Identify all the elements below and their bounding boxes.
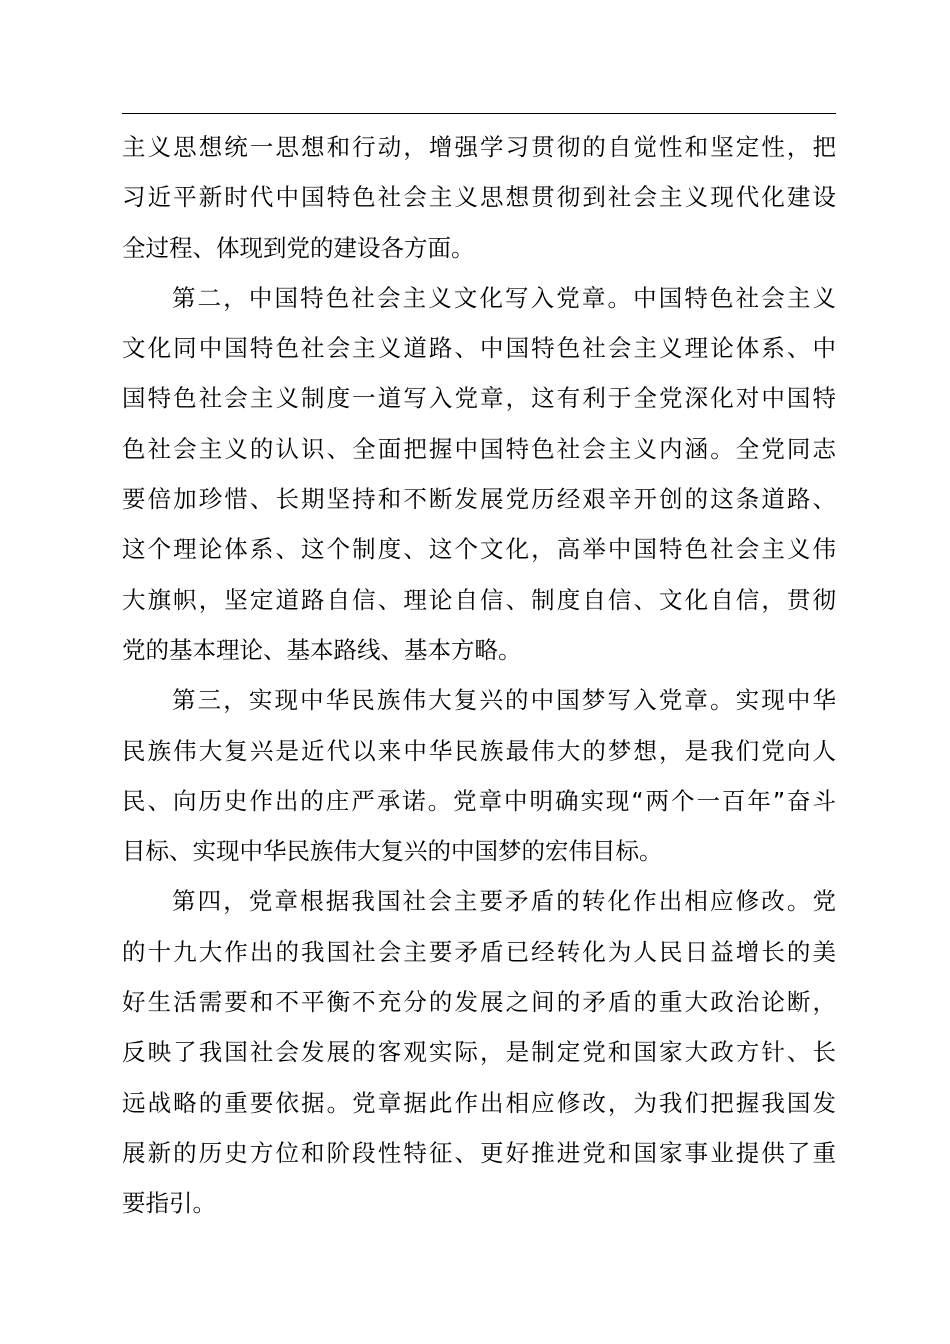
text-line: 民、向历史作出的庄严承诺。党章中明确实现“两个一百年”奋斗 xyxy=(122,786,836,815)
text-line: 要指引。 xyxy=(122,1189,216,1218)
text-line: 习近平新时代中国特色社会主义思想贯彻到社会主义现代化建设 xyxy=(122,183,836,212)
document-body xyxy=(122,122,836,1229)
text-line: 主义思想统一思想和行动，增强学习贯彻的自觉性和坚定性，把 xyxy=(122,133,836,161)
text-line: 的十九大作出的我国社会主要矛盾已经转化为人民日益增长的美 xyxy=(122,937,836,966)
text-line: 党的基本理论、基本路线、基本方略。 xyxy=(122,635,522,664)
text-line: 要倍加珍惜、长期坚持和不断发展党历经艰辛开创的这条道路、 xyxy=(122,485,836,514)
text-line: 民族伟大复兴是近代以来中华民族最伟大的梦想，是我们党向人 xyxy=(122,736,836,765)
text-line: 色社会主义的认识、全面把握中国特色社会主义内涵。全党同志 xyxy=(122,434,836,463)
text-line: 国特色社会主义制度一道写入党章，这有利于全党深化对中国特 xyxy=(122,384,836,413)
text-line: 反映了我国社会发展的客观实际，是制定党和国家大政方针、长 xyxy=(122,1038,836,1067)
text-line: 全过程、体现到党的建设各方面。 xyxy=(122,233,475,262)
text-line: 好生活需要和不平衡不充分的发展之间的矛盾的重大政治论断， xyxy=(122,988,836,1017)
text-line: 目标、实现中华民族伟大复兴的中国梦的宏伟目标。 xyxy=(122,837,663,866)
paragraph-start-line: 第四，党章根据我国社会主要矛盾的转化作出相应修改。党 xyxy=(172,887,836,916)
text-line: 文化同中国特色社会主义道路、中国特色社会主义理论体系、中 xyxy=(122,334,836,363)
header-rule xyxy=(122,113,836,114)
paragraph-start-line: 第三，实现中华民族伟大复兴的中国梦写入党章。实现中华 xyxy=(172,686,836,715)
text-line: 这个理论体系、这个制度、这个文化，高举中国特色社会主义伟 xyxy=(122,535,836,564)
text-line: 大旗帜，坚定道路自信、理论自信、制度自信、文化自信，贯彻 xyxy=(122,585,836,614)
text-line: 展新的历史方位和阶段性特征、更好推进党和国家事业提供了重 xyxy=(122,1138,836,1167)
paragraph-start-line: 第二，中国特色社会主义文化写入党章。中国特色社会主义 xyxy=(172,283,836,312)
text-line: 远战略的重要依据。党章据此作出相应修改，为我们把握我国发 xyxy=(122,1088,836,1117)
